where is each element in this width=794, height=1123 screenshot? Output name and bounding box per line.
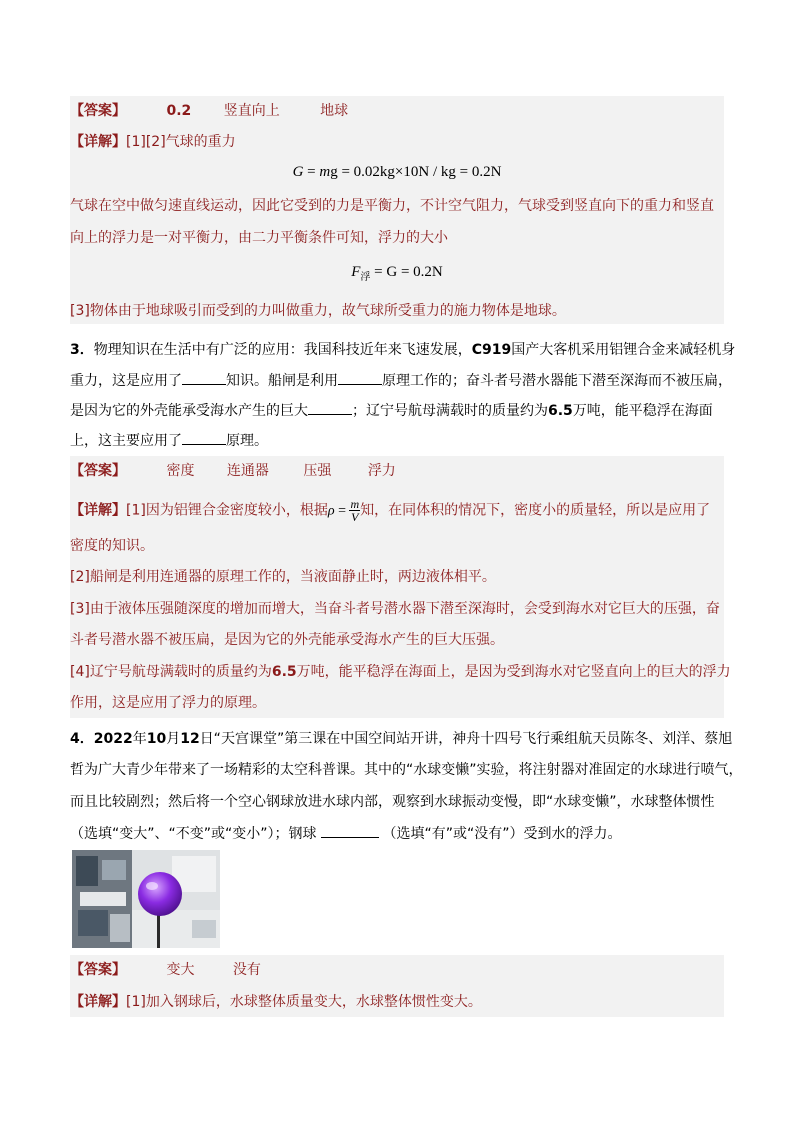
water-ball-experiment-photo <box>72 850 220 948</box>
density-fraction: $\frac{m}{V}$ <box>350 497 360 524</box>
q3-detail-3-line1: [3]由于液体压强随深度的增加而增大，当奋斗者号潜水器下潜至深海时，会受到海水对它巨大的压强，奋 <box>70 601 720 617</box>
q3-detail-4-line1: [4]辽宁号航母满载时的质量约为6.5万吨，能平稳浮在海面上，是因为受到海水对它竖直向上的巨大的浮力 <box>70 664 731 680</box>
detail-tag: 【详解】 <box>70 502 126 519</box>
answer-2: 竖直向上 <box>223 103 280 119</box>
q4-line4: （选填“变大”、“不变”或“变小”）；钢球 （选填“有”或“没有”）受到水的浮力。 <box>70 823 622 844</box>
answer-2: 连通器 <box>226 463 269 479</box>
detail-tag: 【详解】 <box>70 134 126 150</box>
gravity-equation: G = mg = 0.02kg×10N / kg = 0.2N <box>292 164 502 180</box>
q3-line1: 3．物理知识在生活中有广泛的应用：我国科技近年来飞速发展，C919国产大客机采用铝锂合金来减轻机身 <box>70 342 736 358</box>
q3-detail-1-line2: 密度的知识。 <box>70 538 154 554</box>
answer-1: 0.2 <box>166 103 192 119</box>
q3-detail-3-line2: 斗者号潜水器不被压扁，是因为它的外壳能承受海水产生的巨大压强。 <box>70 632 504 648</box>
answer-1: 变大 <box>166 962 195 978</box>
q3-line2: 重力，这是应用了 知识。船闸是利用 原理工作的；奋斗者号潜水器能下潜至深海而不被压扁， <box>70 370 732 391</box>
q3-line3: 是因为它的外壳能承受海水产生的巨大 ；辽宁号航母满载时的质量约为6.5万吨，能平稳浮在海面 <box>70 400 713 421</box>
answer-4: 浮力 <box>367 463 396 479</box>
q4-line3: 而且比较剧烈；然后将一个空心钢球放进水球内部，观察到水球振动变慢，即“水球变懒”，水球整体惯性 <box>70 794 715 810</box>
detail-tag: 【详解】 <box>70 994 126 1010</box>
blank-1 <box>182 370 226 385</box>
q3-detail-4-line2: 作用，这是应用了浮力的原理。 <box>70 695 266 711</box>
blank-4 <box>182 430 226 445</box>
q2-paragraph-line1: 气球在空中做匀速直线运动，因此它受到的力是平衡力，不计空气阻力，气球受到竖直向下的重力和竖直 <box>70 198 714 214</box>
q4-line2: 哲为广大青少年带来了一场精彩的太空科普课。其中的“水球变懒”实验，将注射器对准固定的水球进行喷气， <box>70 762 743 778</box>
q4-answer-row <box>70 960 261 980</box>
detail-text: [1][2]气球的重力 <box>126 134 236 150</box>
q3-answer-row <box>70 461 396 481</box>
answer-3: 地球 <box>320 103 349 119</box>
q3-line4: 上，这主要应用了 原理。 <box>70 430 268 451</box>
answer-2: 没有 <box>232 962 261 978</box>
q3-detail-1: 【详解】[1]因为铝锂合金密度较小，根据ρ = $\frac{m}{V}$ 知，在同体积的情况下，密度小的质量轻，所以是应用了 <box>70 497 711 524</box>
q2-paragraph-line2: 向上的浮力是一对平衡力，由二力平衡条件可知，浮力的大小 <box>70 230 448 246</box>
q2-detail-row <box>70 132 236 152</box>
q2-answer-row <box>70 101 348 121</box>
q2-detail-3: [3]物体由于地球吸引而受到的力叫做重力，故气球所受重力的施力物体是地球。 <box>70 303 566 319</box>
answer-3: 压强 <box>303 463 332 479</box>
question-number: 4． <box>70 731 94 747</box>
q3-detail-2: [2]船闸是利用连通器的原理工作的，当液面静止时，两边液体相平。 <box>70 569 496 585</box>
q4-line1: 4．2022年10月12日“天宫课堂”第三课在中国空间站开讲，神舟十四号飞行乘组航天员陈冬、刘洋、蔡旭 <box>70 731 733 747</box>
answer-tag: 【答案】 <box>70 962 126 978</box>
q4-detail-1: 【详解】[1]加入钢球后，水球整体质量变大，水球整体惯性变大。 <box>70 994 482 1010</box>
question-number: 3． <box>70 342 94 358</box>
answer-tag: 【答案】 <box>70 103 126 119</box>
blank-2 <box>321 823 379 838</box>
answer-1: 密度 <box>166 463 195 479</box>
blank-2 <box>338 370 382 385</box>
buoyancy-equation: $F_浮 = G = 0.2N$ <box>351 264 443 283</box>
blank-3 <box>308 400 352 415</box>
answer-tag: 【答案】 <box>70 463 126 479</box>
